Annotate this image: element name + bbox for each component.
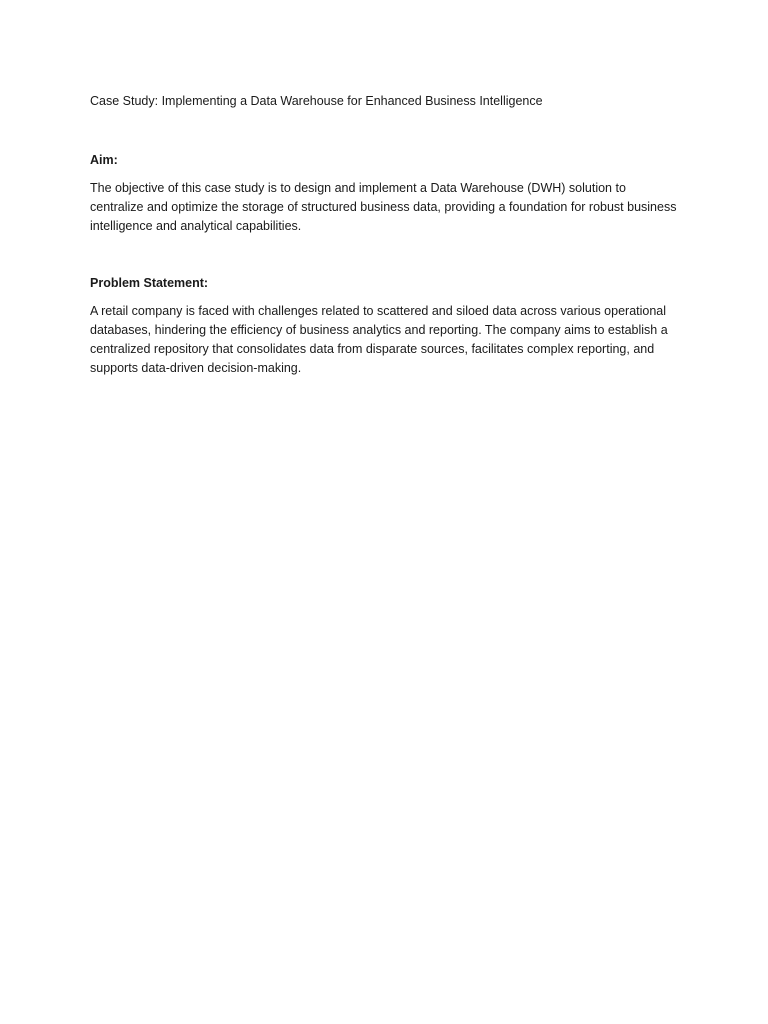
section-heading-aim: Aim: [90,153,118,167]
document-title: Case Study: Implementing a Data Warehouse for Enhanced Business Intelligence [90,94,543,108]
section-aim [90,151,690,236]
section-body-aim: The objective of this case study is to design and implement a Data Warehouse (DWH) solution to centralize and optimize the storage of structured business data, providing a foundation for robust business intelligence and analytical capabilities. [90,181,677,233]
section-heading-problem-statement: Problem Statement: [90,276,209,290]
document-page [90,92,690,378]
section-problem-statement [90,274,690,378]
section-body-problem-statement: A retail company is faced with challenges related to scattered and siloed data across various operational databases, hindering the efficiency of business analytics and reporting. The company aims to establish a centralized repository that consolidates data from disparate sources, facilitates complex reporting, and supports data-driven decision-making. [90,304,668,375]
